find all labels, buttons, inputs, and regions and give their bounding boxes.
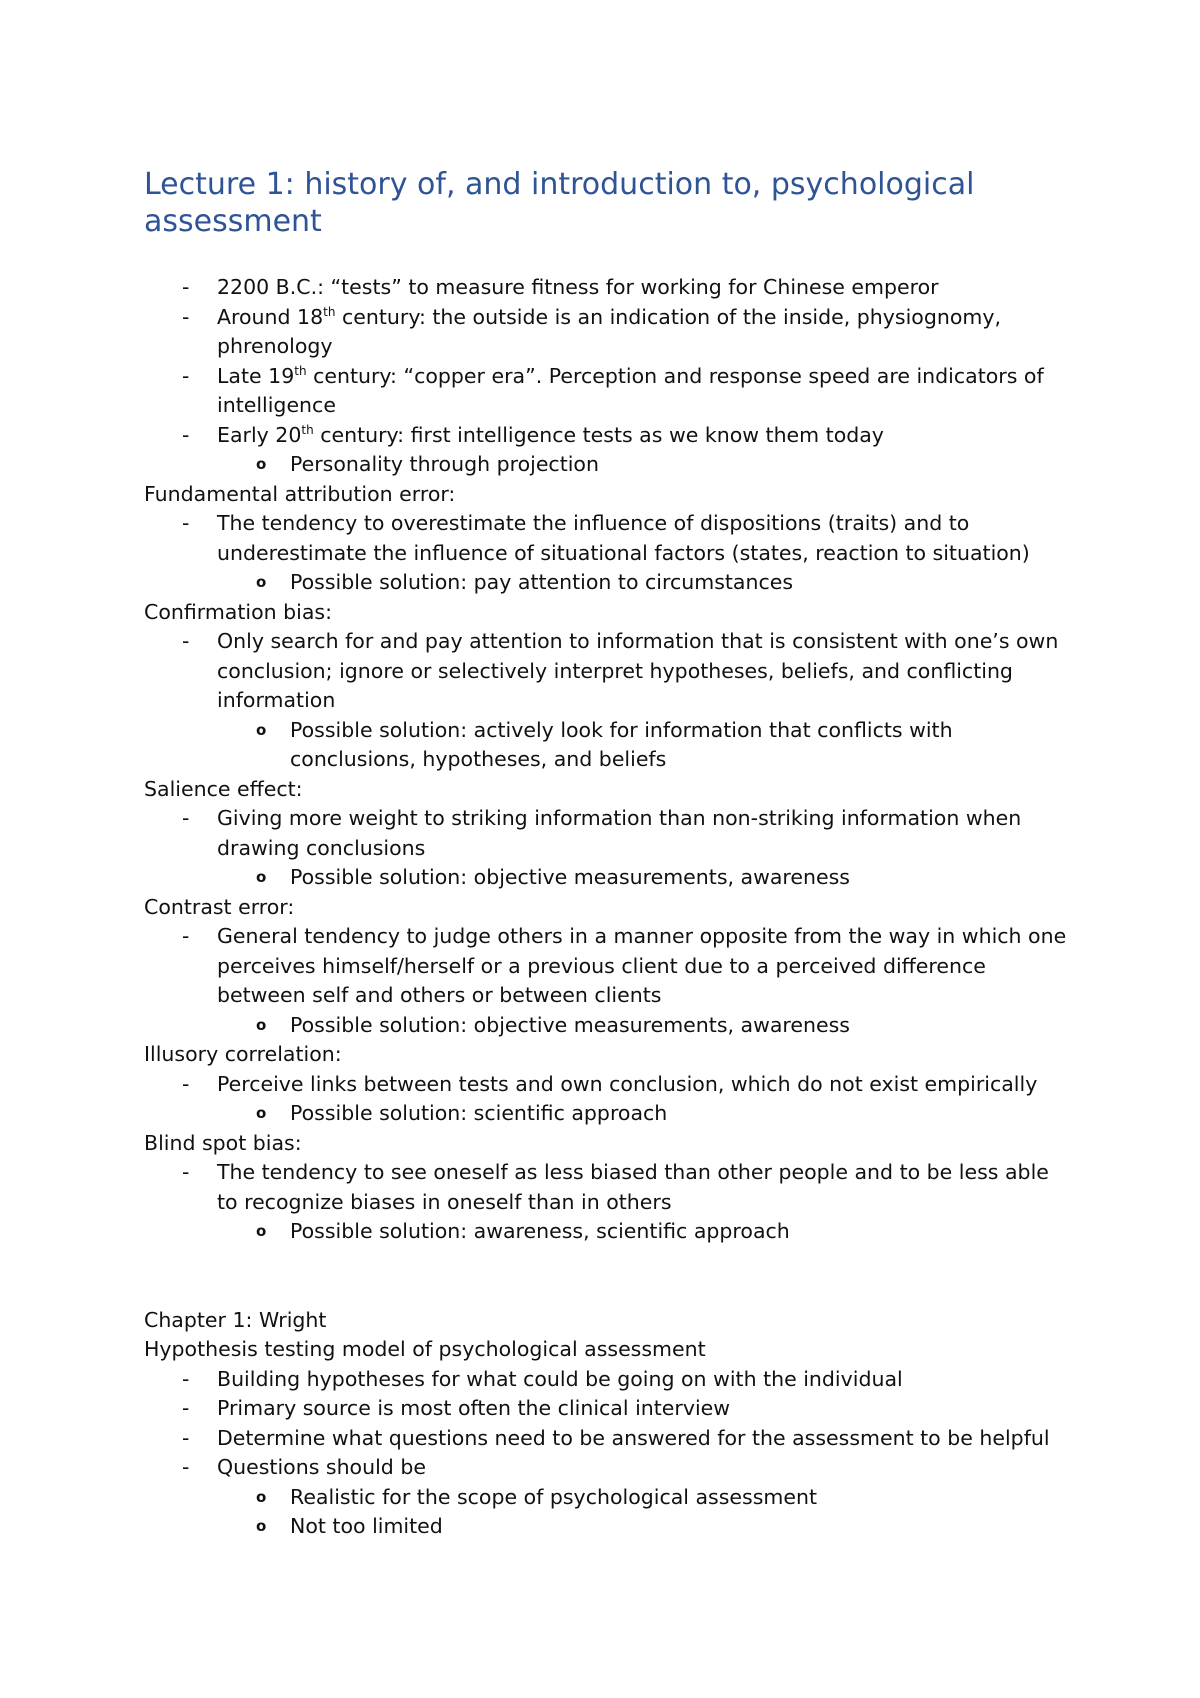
list-item: - Building hypotheses for what could be going on with the individual [144,1365,1074,1395]
list-item: - The tendency to overestimate the influence of dispositions (traits) and to underestimate the influence of situational factors (states, reaction to situation) [182,511,1030,565]
dash-bullet: - [182,363,190,388]
bias-blind-spot [144,1129,1074,1247]
dash-bullet: - [182,924,190,948]
chapter-title: Chapter 1: Wright [144,1307,327,1332]
sub-list-item: o Possible solution: awareness, scientific approach [144,1217,1074,1247]
bias-confirmation [144,598,1074,775]
dash-bullet: - [182,806,190,830]
dash-bullet: - [182,304,190,329]
list-item: - Giving more weight to striking information than non-striking information when drawing conclusions [182,806,1022,860]
circle-bullet: o [256,720,267,739]
list-item: - Around 18th century: the outside is an indication of the inside, physiognomy, phrenology [182,304,1001,358]
sub-list-item: o Possible solution: scientific approach [144,1099,1074,1129]
circle-bullet: o [256,1222,267,1240]
dash-bullet: - [182,511,190,535]
dash-bullet: - [182,422,190,447]
section-heading: Blind spot bias: [144,1130,302,1155]
sub-list-item: o Possible solution: actively look for information that conflicts with conclusions, hypotheses, and beliefs [256,717,953,771]
bias-illusory-correlation [144,1040,1074,1129]
list-item: - Early 20th century: first intelligence tests as we know them today [144,421,1074,451]
history-list [144,273,1074,480]
paragraph-spacer [144,1247,1074,1306]
circle-bullet: o [256,1015,267,1034]
circle-bullet: o [256,455,267,473]
circle-bullet: o [256,573,267,591]
sub-list-item: o Personality through projection [144,450,1074,480]
sub-list-item: o Not too limited [144,1512,1074,1542]
section-heading: Fundamental attribution error: [144,481,456,506]
list-item: - Late 19th century: “copper era”. Perception and response speed are indicators of intelligence [182,363,1044,417]
circle-bullet: o [256,1517,267,1535]
list-item: - Determine what questions need to be answered for the assessment to be helpful [144,1424,1074,1454]
sub-list-item: o Possible solution: pay attention to circumstances [144,568,1074,598]
bias-salience [144,775,1074,893]
section-heading: Contrast error: [144,894,295,919]
chapter-section [144,1306,1074,1542]
list-item: - Perceive links between tests and own conclusion, which do not exist empirically [144,1070,1074,1100]
list-item: - General tendency to judge others in a manner opposite from the way in which one perceives himself/herself or a previous client due to a perceived difference between self and others or between clients [182,924,1067,1007]
list-item: - Primary source is most often the clinical interview [144,1394,1074,1424]
list-item: - The tendency to see oneself as less biased than other people and to be less able to recognize biases in oneself than in others [182,1160,1049,1214]
bias-fundamental-attribution [144,480,1074,598]
list-item: - Only search for and pay attention to information that is consistent with one’s own conclusion; ignore or selectively interpret hypotheses, beliefs, and conflicting information [182,629,1059,712]
dash-bullet: - [182,1425,190,1450]
dash-bullet: - [182,1455,190,1479]
list-item: - 2200 B.C.: “tests” to measure fitness for working for Chinese emperor [144,273,1074,303]
chapter-subtitle: Hypothesis testing model of psychological assessment [144,1337,706,1361]
circle-bullet: o [256,1487,267,1506]
dash-bullet: - [182,275,190,299]
sub-list-item: o Realistic for the scope of psychological assessment [144,1483,1074,1513]
dash-bullet: - [182,1396,190,1420]
circle-bullet: o [256,868,267,886]
dash-bullet: - [182,1366,190,1391]
dash-bullet: - [182,1071,190,1096]
sub-list-item: o Possible solution: objective measurements, awareness [144,863,1074,893]
section-heading: Confirmation bias: [144,599,333,624]
bias-contrast [144,893,1074,1041]
dash-bullet: - [182,1160,190,1184]
circle-bullet: o [256,1104,267,1122]
section-heading: Illusory correlation: [144,1042,342,1066]
list-item: - Questions should be [144,1453,1074,1483]
section-heading: Salience effect: [144,776,303,801]
dash-bullet: - [182,629,190,653]
sub-list-item: o Possible solution: objective measurements, awareness [144,1011,1074,1041]
document-body [144,273,1074,1542]
page-title: Lecture 1: history of, and introduction to, psychological assessment [144,167,975,239]
